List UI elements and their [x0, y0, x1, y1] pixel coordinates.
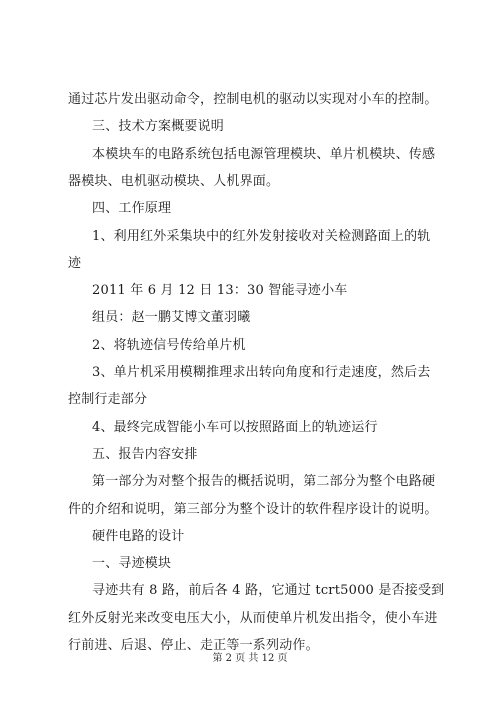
- text-line: 件的介绍和说明，第三部分为整个设计的软件程序设计的说明。: [68, 501, 438, 517]
- section-heading: 硬件电路的设计: [92, 528, 185, 544]
- text-line: 行前进、后退、停止、走正等一系列动作。: [68, 638, 319, 653]
- text-line: 通过芯片发出驱动命令，控制电机的驱动以实现对小车的控制。: [68, 92, 438, 107]
- text-line: 迹: [68, 255, 82, 271]
- text-line: 第一部分为对整个报告的概括说明，第二部分为整个电路硬: [92, 474, 436, 490]
- text-line: 2、将轨迹信号传给单片机: [92, 337, 246, 353]
- text-line: 器模块、电机驱动模块、人机界面。: [68, 173, 280, 189]
- text-line: 3、单片机采用模糊推理求出转向角度和行走速度，然后去: [92, 365, 431, 380]
- section-heading: 四、工作原理: [92, 201, 172, 217]
- text-line: 本模块车的电路系统包括电源管理模块、单片机模块、传感: [92, 146, 436, 162]
- date-line: 2011 年 6 月 12 日 13：30 智能寻迹小车: [92, 283, 348, 299]
- text-line: 1、利用红外采集块中的红外发射接收对关检测路面上的轨: [92, 228, 431, 244]
- members-line: 组员：赵一鹏艾博文董羽曦: [92, 310, 251, 326]
- section-heading: 一、寻迹模块: [92, 556, 172, 572]
- section-heading: 五、报告内容安排: [92, 446, 198, 462]
- text-line: 寻迹共有 8 路，前后各 4 路，它通过 tcrt5000 是否接受到: [92, 583, 445, 599]
- page-footer: 第 2 页 共 12 页: [212, 653, 288, 664]
- text-line: 4、最终完成智能小车可以按照路面上的轨迹运行: [92, 419, 378, 435]
- text-line: 红外反射光来改变电压大小，从而使单片机发出指令，使小车进: [68, 610, 438, 626]
- text-line: 控制行走部分: [68, 392, 148, 408]
- section-heading: 三、技术方案概要说明: [92, 119, 225, 135]
